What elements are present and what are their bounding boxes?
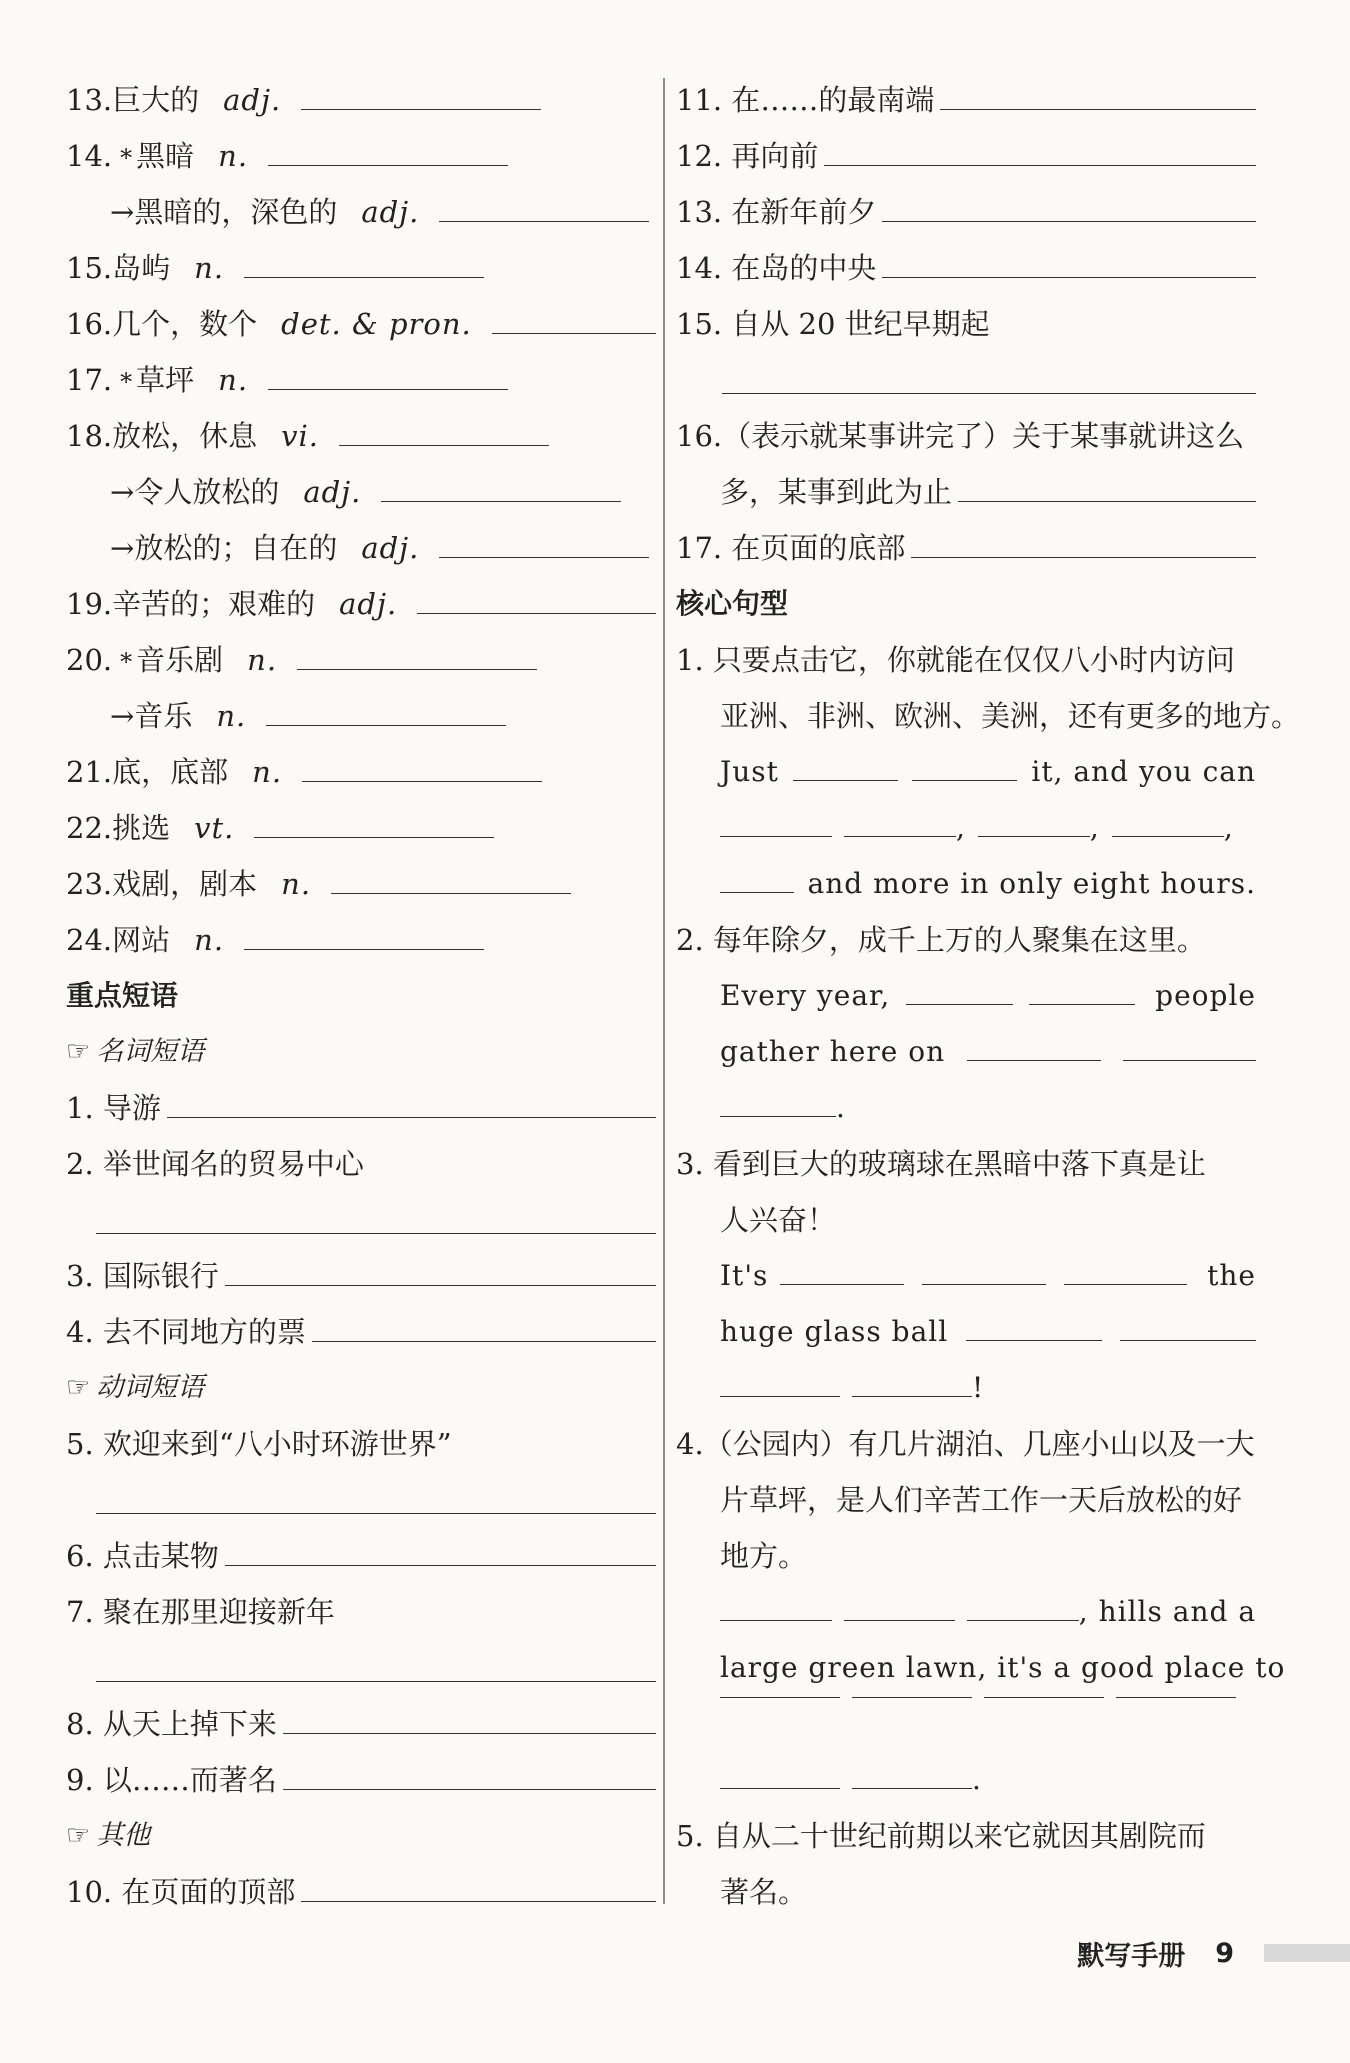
answer-blank[interactable] [283,1788,656,1790]
sentence-en [676,1752,1256,1808]
answer-blank[interactable] [268,164,508,166]
period: . [972,1763,982,1796]
answer-blank[interactable] [844,835,956,837]
phrase-text: 10. 在页面的顶部 [66,1875,296,1909]
phrase-text: 14. 在岛的中央 [676,251,877,285]
part-of-speech: adj. [303,475,362,509]
sentence-en: large green lawn, it's a good place to [720,1651,1286,1684]
phrase-text: 1. 导游 [66,1091,161,1125]
part-of-speech: adj. [223,83,282,117]
part-of-speech: adj. [339,587,398,621]
vocab-chinese: 网站 [112,923,171,957]
vocab-chinese: 底，底部 [112,755,229,789]
answer-blank[interactable] [793,779,898,781]
star-mark: * [120,648,133,676]
arrow-icon: → [110,475,135,509]
sentence-text: and more in only eight hours. [807,867,1256,900]
part-of-speech: vt. [194,811,235,845]
phrase-text: 6. 点击某物 [66,1539,219,1573]
answer-blank[interactable] [225,1564,656,1566]
part-of-speech: adj. [361,195,420,229]
sentence-en [676,744,1256,800]
answer-blank[interactable] [96,1192,656,1248]
vocab-chinese: 几个，数个 [112,307,258,341]
vocab-item [66,464,656,520]
phrase-item [66,1304,656,1360]
sentence-text: huge glass ball [720,1315,949,1348]
answer-blank[interactable] [906,1003,1012,1005]
phrase-item [676,520,1256,576]
answer-blank[interactable] [254,836,494,838]
period: . [836,1091,846,1124]
vocab-chinese: 辛苦的；艰难的 [112,587,316,621]
answer-blank[interactable] [268,388,508,390]
answer-blank[interactable] [312,1340,656,1342]
sentence-en [676,1584,1256,1640]
phrase-item [66,1528,656,1584]
part-of-speech: n. [216,699,247,733]
answer-blank[interactable] [967,1619,1079,1621]
answer-blank[interactable] [966,1339,1102,1341]
left-column [66,72,656,1920]
phrase-item-continued [676,464,1256,520]
sentence-zh: 3. 看到巨大的玻璃球在黑暗中落下真是让 [676,1147,1206,1181]
part-of-speech: n. [218,139,249,173]
vocab-chinese: 音乐剧 [136,643,224,677]
sentence-text: It's [720,1259,769,1292]
answer-blank[interactable] [167,1116,656,1118]
vocab-chinese: 黑暗 [136,139,195,173]
answer-blank[interactable] [882,220,1256,222]
answer-blank[interactable] [1116,1696,1236,1698]
vocab-item [66,576,656,632]
phrase-text: 多，某事到此为止 [720,475,953,509]
answer-blank[interactable] [1112,835,1224,837]
vocab-item [66,912,656,968]
subheading-label: 动词短语 [96,1372,205,1403]
subheading-label: 名词短语 [96,1036,205,1067]
page-number: 9 [1215,1937,1234,1969]
item-number: 21. [66,755,113,789]
answer-blank[interactable] [225,1284,656,1286]
sentence-en [676,1696,1256,1752]
answer-blank[interactable] [339,444,549,446]
part-of-speech: n. [281,867,312,901]
answer-blank[interactable] [720,891,794,893]
item-number: 24. [66,923,113,957]
phrase-list [676,72,1256,296]
item-number: 20. [66,643,113,677]
item-number: 18. [66,419,113,453]
phrase-item [66,1696,656,1752]
item-number: 14. [66,139,113,173]
vocab-item [66,240,656,296]
vocab-item [66,72,656,128]
comma: , [956,811,966,844]
phrase-item [66,1248,656,1304]
pointing-hand-icon: ☞ [66,1372,91,1403]
comma: , [1223,811,1234,844]
phrase-text: 9. 以……而著名 [66,1763,277,1797]
vocab-item [66,296,656,352]
phrase-item [676,184,1256,240]
sentence-zh: 2. 每年除夕，成千上万的人聚集在这里。 [676,923,1206,957]
sentence-en [676,1304,1256,1360]
sentence-en [676,1024,1256,1080]
arrow-icon: → [110,531,135,565]
subheading-other [66,1808,656,1864]
vocab-chinese: 巨大的 [112,83,200,117]
part-of-speech: vi. [281,419,320,453]
answer-blank[interactable] [439,556,649,558]
sentence-zh: 人兴奋！ [720,1203,837,1237]
footer-title: 默写手册 [1077,1940,1186,1972]
vocab-chinese: 岛屿 [112,251,171,285]
answer-blank[interactable] [301,1900,656,1902]
answer-blank[interactable] [940,108,1256,110]
answer-blank[interactable] [824,164,1256,166]
sentence-text: it, and you can [1031,755,1256,788]
sentence-zh: 亚洲、非洲、欧洲、美洲，还有更多的地方。 [720,699,1301,733]
answer-blank[interactable] [244,276,484,278]
exclamation: ! [972,1371,985,1404]
answer-blank[interactable] [492,332,656,334]
sentence-zh: 地方。 [720,1539,808,1573]
answer-blank[interactable] [911,556,1256,558]
sentence-en [676,1360,1256,1416]
phrase-text: 5. 欢迎来到“八小时环游世界” [66,1427,452,1461]
item-number: 19. [66,587,113,621]
phrase-text: 11. 在……的最南端 [676,83,935,117]
part-of-speech: det. & pron. [281,307,472,341]
answer-blank[interactable] [1064,1283,1188,1285]
vocab-chinese: 黑暗的，深色的 [134,195,338,229]
phrase-item [66,1416,656,1472]
vocab-chinese: 令人放松的 [134,475,280,509]
sentence-en [676,800,1256,856]
answer-blank[interactable] [720,1395,840,1397]
item-number: 23. [66,867,113,901]
item-number: 15. [66,251,113,285]
vocab-item [66,800,656,856]
answer-blank[interactable] [978,835,1090,837]
sentence-en [676,968,1256,1024]
vocab-chinese: 草坪 [136,363,195,397]
answer-blank[interactable] [301,108,541,110]
sentence-text: hills and a [1098,1595,1257,1628]
phrase-text: 4. 去不同地方的票 [66,1315,306,1349]
phrase-item [676,408,1256,464]
vocab-item [66,184,656,240]
star-mark: * [120,144,133,172]
star-mark: * [120,368,133,396]
vocab-chinese: 放松的；自在的 [134,531,338,565]
subheading-noun-phrases [66,1024,656,1080]
phrase-item [676,72,1256,128]
answer-blank[interactable] [244,948,484,950]
answer-blank[interactable] [720,1696,840,1698]
answer-blank[interactable] [1123,1059,1256,1061]
sentence-text: people [1155,979,1256,1012]
sentence-zh: 著名。 [720,1875,808,1909]
vocab-item [66,408,656,464]
column-divider [663,78,665,1904]
phrase-text: 15. 自从 20 世纪早期起 [676,307,990,341]
answer-blank[interactable] [1029,1003,1135,1005]
comma: , [1089,811,1100,844]
subheading-verb-phrases [66,1360,656,1416]
item-number: 22. [66,811,113,845]
phrase-text: 12. 再向前 [676,139,819,173]
pointing-hand-icon: ☞ [66,1036,91,1067]
answer-blank[interactable] [1120,1339,1256,1341]
answer-blank[interactable] [381,500,621,502]
part-of-speech: n. [247,643,278,677]
answer-blank[interactable] [96,1640,656,1696]
vocab-item [66,632,656,688]
arrow-icon: → [110,195,135,229]
phrase-item [66,1752,656,1808]
sentence-zh: 1. 只要点击它，你就能在仅仅八小时内访问 [676,643,1235,677]
phrase-text: 13. 在新年前夕 [676,195,877,229]
page-footer [1077,1928,1350,1978]
answer-blank[interactable] [912,779,1017,781]
phrase-item [676,296,1256,352]
answer-blank[interactable] [922,1283,1046,1285]
part-of-speech: n. [218,363,249,397]
answer-blank[interactable] [882,276,1256,278]
vocab-item [66,520,656,576]
vocab-list [66,72,656,968]
vocab-chinese: 音乐 [134,699,193,733]
sentence-text: Just [720,755,779,788]
answer-blank[interactable] [96,1472,656,1528]
answer-blank[interactable] [331,892,571,894]
vocab-item [66,856,656,912]
answer-blank[interactable] [439,220,649,222]
answer-blank[interactable] [844,1619,956,1621]
comma: , [1078,1595,1089,1628]
vocab-chinese: 戏剧，剧本 [112,867,258,901]
part-of-speech: n. [194,251,225,285]
answer-blank[interactable] [720,835,832,837]
answer-blank[interactable] [722,352,1256,408]
section-title-key-phrases: 重点短语 [66,979,179,1012]
pointing-hand-icon: ☞ [66,1820,91,1851]
vocab-item [66,352,656,408]
sentence-text: the [1207,1259,1256,1292]
item-number: 17. [66,363,113,397]
answer-blank[interactable] [967,1059,1100,1061]
vocab-chinese: 挑选 [112,811,171,845]
phrase-item [66,1864,656,1920]
phrase-item [66,1584,656,1640]
subheading-label: 其他 [96,1820,151,1851]
answer-blank[interactable] [417,612,656,614]
answer-blank[interactable] [302,780,542,782]
vocab-item [66,688,656,744]
phrase-item [66,1136,656,1192]
answer-blank[interactable] [852,1787,972,1789]
answer-blank[interactable] [984,1696,1104,1698]
sentence-text: gather here on [720,1035,946,1068]
sentence-en [676,1248,1256,1304]
part-of-speech: n. [194,923,225,957]
phrase-text: 17. 在页面的底部 [676,531,906,565]
answer-blank[interactable] [720,1619,832,1621]
answer-blank[interactable] [852,1696,972,1698]
section-title-core-sentences: 核心句型 [676,587,789,620]
right-column [676,72,1301,1920]
phrase-item [676,128,1256,184]
item-number: 13. [66,83,113,117]
answer-blank[interactable] [283,1732,656,1734]
phrase-text: 3. 国际银行 [66,1259,219,1293]
phrase-item [676,240,1256,296]
sentence-zh: 4.（公园内）有几片湖泊、几座小山以及一大 [676,1427,1255,1461]
vocab-item [66,128,656,184]
answer-blank[interactable] [720,1115,836,1117]
phrase-item [66,1080,656,1136]
phrase-text: 8. 从天上掉下来 [66,1707,277,1741]
phrase-text: 7. 聚在那里迎接新年 [66,1595,335,1629]
sentence-zh: 5. 自从二十世纪前期以来它就因其剧院而 [676,1819,1206,1853]
footer-decoration-bar [1264,1944,1350,1962]
phrase-text: 16.（表示就某事讲完了）关于某事就讲这么 [676,419,1245,453]
sentence-text: Every year, [720,979,891,1012]
item-number: 16. [66,307,113,341]
part-of-speech: n. [252,755,283,789]
sentence-en [676,856,1256,912]
vocab-chinese: 放松，休息 [112,419,258,453]
answer-blank[interactable] [852,1395,972,1397]
answer-blank[interactable] [780,1283,904,1285]
vocab-item [66,744,656,800]
answer-blank[interactable] [266,724,506,726]
phrase-text: 2. 举世闻名的贸易中心 [66,1147,364,1181]
sentence-en [676,1080,1256,1136]
answer-blank[interactable] [297,668,537,670]
answer-blank[interactable] [720,1787,840,1789]
sentence-zh: 片草坪，是人们辛苦工作一天后放松的好 [720,1483,1243,1517]
answer-blank[interactable] [958,500,1256,502]
part-of-speech: adj. [361,531,420,565]
arrow-icon: → [110,699,135,733]
